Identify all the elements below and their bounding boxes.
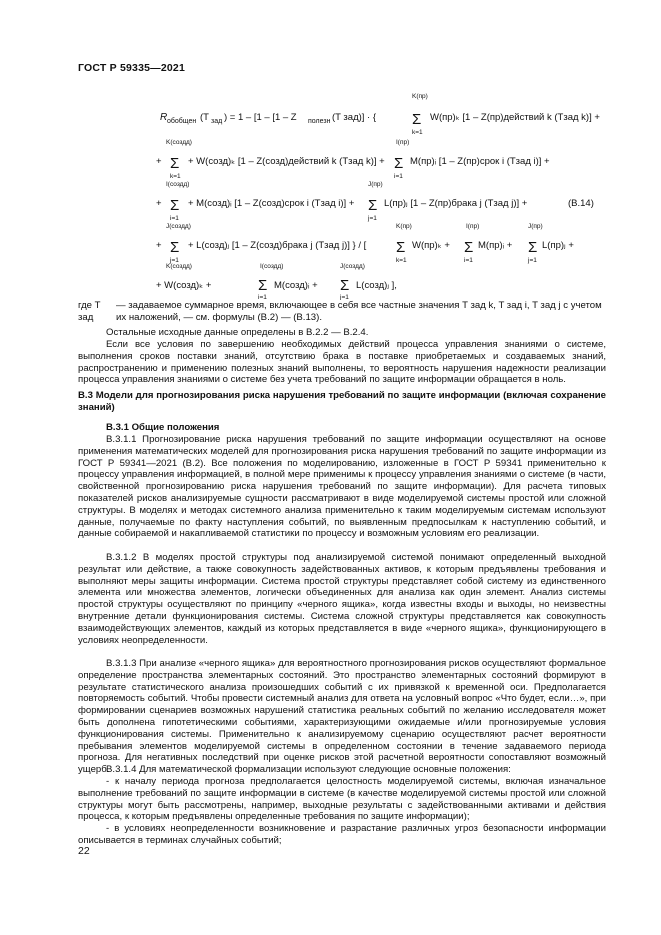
sum-sign: Σ <box>394 155 404 172</box>
sum-top: K(создд) <box>166 263 192 270</box>
sum-top: I(создд) <box>166 181 190 188</box>
formula-term: L(пр)ⱼ + <box>542 240 574 251</box>
sum-top: I(пр) <box>396 139 410 146</box>
formula-plus: + <box>156 156 162 167</box>
sum-top: J(создд) <box>166 223 191 230</box>
sum-sign: Σ <box>396 239 406 256</box>
formula-term: M(пр)ᵢ [1 – Z(пр)срок i (Tзад i)] + <box>410 156 550 167</box>
lhs-symbol: R <box>160 112 168 123</box>
eq-open: (T <box>200 112 209 123</box>
paragraph: В.3.1.4 Для математической формализации используют следующие основные положения: <box>106 764 511 775</box>
formula-term: + W(созд)ₖ + <box>156 280 212 291</box>
list-item: - в условиях неопределенности возникновение и разрастание различных угроз безопасности информации описывается в терминах случайных событий; <box>78 823 606 846</box>
eq-rest: ) = 1 – [1 – [1 – Z <box>224 112 297 123</box>
sum-bottom: j=1 <box>368 215 377 222</box>
sum-bottom: j=1 <box>340 294 349 300</box>
eq-polezn: полезн <box>308 118 331 125</box>
sum-bottom: k=1 <box>412 129 423 136</box>
sum-sign: Σ <box>170 197 180 214</box>
sum-sign: Σ <box>258 277 268 294</box>
sum-sign: Σ <box>170 239 180 256</box>
sum-bottom: k=1 <box>396 257 407 264</box>
where-text: — задаваемое суммарное время, включающее в себя все частные значения T зад k, T зад i, T зад j с учетом их наложений, — см. формулы (В.2) — (В.13). <box>116 300 602 323</box>
sum-sign: Σ <box>412 111 422 128</box>
sum-top: K(создд) <box>166 139 192 146</box>
sum-top: J(создд) <box>340 263 365 270</box>
sum-top: K(пр) <box>412 93 428 100</box>
sum-top: J(пр) <box>528 223 543 230</box>
formula-term: L(пр)ⱼ [1 – Z(пр)брака j (Tзад j)] + <box>384 198 528 209</box>
sum-bottom: i=1 <box>394 173 403 180</box>
sum-bottom: j=1 <box>170 257 179 264</box>
sum-sign: Σ <box>340 277 350 294</box>
sum-bottom: k=1 <box>170 173 181 180</box>
formula-plus: + <box>156 198 162 209</box>
sum-sign: Σ <box>528 239 538 256</box>
formula-term: L(созд)ⱼ ], <box>356 280 397 291</box>
paragraph: Если все условия по завершению необходимых действий процесса управления знаниями о системе, выполнения сроков поставки знаний, отсутствию брака в поставке приобретаемых и создаваемых знаний, распространению и применению полезных знаний выполнены, то вероятность нарушения надежности реализации процесса управления знаниями о системе без учета требований по защите информации обращается в ноль. <box>78 339 606 386</box>
section-heading-b31: В.3.1 Общие положения <box>106 422 220 433</box>
eq-l1-tail: (T зад)] · { <box>332 112 377 123</box>
page-number: 22 <box>78 845 90 857</box>
paragraph: Остальные исходные данные определены в В.2.2 — В.2.4. <box>106 327 369 338</box>
formula-term: W(пр)ₖ [1 – Z(пр)действий k (Tзад k)] + <box>430 112 600 123</box>
sum-top: I(пр) <box>466 223 480 230</box>
sum-top: J(пр) <box>368 181 383 188</box>
paragraph: В.3.1.3 При анализе «черного ящика» для вероятностного прогнозирования рисков осуществляют формальное определение пространства элементарных состояний. Это пространство элементарных состояний формируют в результате статистического анализа произошедших событий с их привязкой к временной оси. Предполагается повторяемость событий. Чтобы провести системный анализ для ответа на условный вопрос «Что будет, если…», при формировании сценариев возможных нарушений статистика реальных событий по желанию исследователя может быть дополнена гипотетическими событиями, характеризующими ожидаемые и/или прогнозируемые условия функционирования системы. Применительно к анализируемому сценарию осуществляют расчет вероятности пребывания элементов моделируемой системы в определенном состоянии в течение задаваемого периода прогноза. Для негативных последствий при оценке рисков этой расчетной вероятности сопоставляют возможный ущерб. <box>78 658 606 776</box>
sum-sign: Σ <box>170 155 180 172</box>
where-label: где T зад <box>78 300 101 323</box>
paragraph: В.3.1.2 В моделях простой структуры под анализируемой системой понимают определенный выходной результат или действие, а также совокупность задействованных активов, к которым предъявлены требования и выполняют меры защиты информации. Система простой структуры представляет собой систему из единственного элемента или множества элементов, логически объединенных для анализа как один элемент. Анализ системы простой структуры осуществляют по принципу «черного ящика», когда известны входы и выходы, но неизвестны внутренние детали функционирования системы. Система сложной структуры представляется как совокупность взаимодействующих элементов, каждый из которых представляется в виде «черного ящика», функционирующего в условиях неопределенности. <box>78 552 606 646</box>
formula-term: M(пр)ᵢ + <box>478 240 513 251</box>
sum-bottom: i=1 <box>464 257 473 264</box>
sum-sign: Σ <box>368 197 378 214</box>
formula-number: (В.14) <box>568 198 594 209</box>
eq-zad: зад <box>211 118 223 125</box>
formula-term: + L(созд)ⱼ [1 – Z(созд)брака j (Tзад j)] } / [ <box>188 240 367 251</box>
formula-b14 <box>78 92 606 300</box>
formula-term: M(созд)ᵢ + <box>274 280 318 291</box>
running-header: ГОСТ Р 59335—2021 <box>78 62 186 74</box>
formula-term: + M(созд)ᵢ [1 – Z(созд)срок i (Tзад i)] + <box>188 198 355 209</box>
sum-top: K(пр) <box>396 223 412 230</box>
sum-bottom: i=1 <box>258 294 267 300</box>
sum-bottom: j=1 <box>528 257 537 264</box>
formula-term: + W(созд)ₖ [1 – Z(созд)действий k (Tзад k)] + <box>188 156 385 167</box>
sum-sign: Σ <box>464 239 474 256</box>
formula-term: W(пр)ₖ + <box>412 240 450 251</box>
lhs-subscript: обобщен <box>167 118 197 125</box>
section-heading-b3: В.3 Модели для прогнозирования риска нарушения требований по защите информации (включая сохранение знаний) <box>78 390 606 413</box>
paragraph: В.3.1.1 Прогнозирование риска нарушения требований по защите информации осуществляют на основе применения математических моделей для прогнозирования риска нарушения требований по защите информации из ГОСТ Р 59341—2021 (В.2). Все положения по моделированию, изложенные в ГОСТ Р 59341 применительно к процессу управления информацией, в полной мере применимы к процессу управления знаниями о системе (в части, свойственной прогнозированию риска нарушения требований по защите информации). Для расчета типовых показателей рисков анализируемые сущности рассматривают в виде моделируемой системы простой или сложной структуры. В моделях и методах системного анализа применительно к таким моделируемым системам используют данные, получаемые по факту наступления событий, по выявленным предпосылкам к наступлению событий, и данные собираемой и накапливаемой статистики по процессу и возможным условиям его реализации. <box>78 434 606 540</box>
sum-top: I(создд) <box>260 263 284 270</box>
list-item: - к началу периода прогноза предполагается целостность моделируемой системы, включая изначальное выполнение требований по защите информации в системе (в качестве моделируемой системы простой или сложной структуры могут быть рассмотрены, например, выходные результаты с задействованными активами и действия процесса, к которым предъявлены определенные требования по защите информации); <box>78 776 606 823</box>
formula-plus: + <box>156 240 162 251</box>
sum-bottom: i=1 <box>170 215 179 222</box>
formula-svg <box>78 92 606 300</box>
